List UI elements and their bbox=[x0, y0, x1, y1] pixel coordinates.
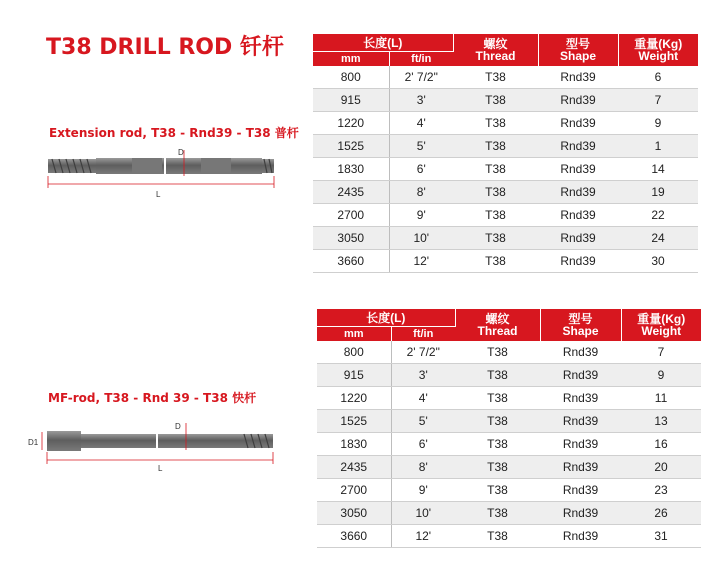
cell-weight: 7 bbox=[621, 341, 701, 364]
cell-weight: 1 bbox=[618, 135, 698, 158]
cell-weight: 20 bbox=[621, 456, 701, 479]
cell-ftin: 12' bbox=[391, 525, 455, 548]
flat-section-right bbox=[201, 158, 231, 174]
header-ftin: ft/in bbox=[389, 52, 453, 67]
cell-weight: 16 bbox=[621, 433, 701, 456]
table-row bbox=[313, 227, 698, 250]
cell-ftin: 6' bbox=[391, 433, 455, 456]
table-row bbox=[317, 364, 701, 387]
cell-weight: 14 bbox=[618, 158, 698, 181]
cell-weight: 11 bbox=[621, 387, 701, 410]
cell-mm: 1220 bbox=[317, 387, 391, 410]
cell-mm: 2435 bbox=[313, 181, 389, 204]
header-ftin: ft/in bbox=[391, 327, 455, 342]
table-row bbox=[317, 525, 701, 548]
cell-mm: 1525 bbox=[313, 135, 389, 158]
cell-thread: T38 bbox=[455, 525, 540, 548]
cell-shape: Rnd39 bbox=[538, 181, 618, 204]
cell-thread: T38 bbox=[455, 456, 540, 479]
cell-weight: 9 bbox=[621, 364, 701, 387]
page-title: T38 DRILL ROD 钎杆 bbox=[46, 35, 284, 60]
header-mm: mm bbox=[317, 327, 391, 342]
cell-mm: 3660 bbox=[317, 525, 391, 548]
cell-mm: 1525 bbox=[317, 410, 391, 433]
cell-mm: 800 bbox=[313, 66, 389, 89]
cell-shape: Rnd39 bbox=[540, 410, 621, 433]
cell-weight: 22 bbox=[618, 204, 698, 227]
table-row bbox=[313, 66, 698, 89]
cell-mm: 3050 bbox=[317, 502, 391, 525]
rod-break bbox=[164, 157, 166, 175]
cell-mm: 800 bbox=[317, 341, 391, 364]
cell-mm: 2435 bbox=[317, 456, 391, 479]
mf-rod-label: MF-rod, T38 - Rnd 39 - T38 快杆 bbox=[48, 391, 257, 405]
cell-weight: 13 bbox=[621, 410, 701, 433]
cell-shape: Rnd39 bbox=[540, 479, 621, 502]
cell-ftin: 2' 7/2" bbox=[389, 66, 453, 89]
cell-mm: 915 bbox=[313, 89, 389, 112]
cell-shape: Rnd39 bbox=[538, 227, 618, 250]
length-label: L bbox=[158, 464, 163, 473]
cell-shape: Rnd39 bbox=[540, 433, 621, 456]
extension-rod-drawing bbox=[38, 146, 283, 202]
cell-thread: T38 bbox=[455, 341, 540, 364]
table-row bbox=[313, 135, 698, 158]
cell-thread: T38 bbox=[453, 112, 538, 135]
length-label: L bbox=[156, 190, 161, 199]
cell-shape: Rnd39 bbox=[540, 341, 621, 364]
cell-thread: T38 bbox=[453, 158, 538, 181]
cell-thread: T38 bbox=[453, 89, 538, 112]
cell-mm: 3660 bbox=[313, 250, 389, 273]
cell-ftin: 10' bbox=[389, 227, 453, 250]
cell-shape: Rnd39 bbox=[540, 387, 621, 410]
cell-ftin: 6' bbox=[389, 158, 453, 181]
cell-thread: T38 bbox=[453, 66, 538, 89]
cell-thread: T38 bbox=[455, 433, 540, 456]
cell-thread: T38 bbox=[453, 204, 538, 227]
header-thread: 螺纹 Thread bbox=[453, 34, 538, 66]
cell-shape: Rnd39 bbox=[538, 158, 618, 181]
cell-shape: Rnd39 bbox=[540, 502, 621, 525]
cell-ftin: 3' bbox=[391, 364, 455, 387]
header-weight: 重量(Kg) Weight bbox=[618, 34, 698, 66]
cell-mm: 915 bbox=[317, 364, 391, 387]
table-row bbox=[313, 89, 698, 112]
coupling-sleeve bbox=[47, 431, 81, 451]
cell-mm: 2700 bbox=[317, 479, 391, 502]
cell-ftin: 8' bbox=[391, 456, 455, 479]
cell-weight: 7 bbox=[618, 89, 698, 112]
table-row bbox=[313, 204, 698, 227]
table-row bbox=[317, 479, 701, 502]
spec-table-extension-rod bbox=[313, 34, 698, 273]
cell-weight: 23 bbox=[621, 479, 701, 502]
cell-mm: 1220 bbox=[313, 112, 389, 135]
flat-section-left bbox=[132, 158, 162, 174]
table-row bbox=[313, 112, 698, 135]
cell-ftin: 5' bbox=[389, 135, 453, 158]
spec-table-mf-rod bbox=[317, 309, 701, 548]
cell-mm: 2700 bbox=[313, 204, 389, 227]
header-shape: 型号 Shape bbox=[540, 309, 621, 341]
cell-thread: T38 bbox=[453, 250, 538, 273]
cell-weight: 9 bbox=[618, 112, 698, 135]
cell-thread: T38 bbox=[453, 135, 538, 158]
header-weight: 重量(Kg) Weight bbox=[621, 309, 701, 341]
cell-shape: Rnd39 bbox=[538, 112, 618, 135]
cell-ftin: 10' bbox=[391, 502, 455, 525]
cell-weight: 19 bbox=[618, 181, 698, 204]
cell-ftin: 4' bbox=[391, 387, 455, 410]
table-row bbox=[313, 181, 698, 204]
cell-shape: Rnd39 bbox=[538, 250, 618, 273]
diameter-label: D bbox=[178, 148, 184, 157]
cell-weight: 30 bbox=[618, 250, 698, 273]
cell-thread: T38 bbox=[455, 410, 540, 433]
cell-shape: Rnd39 bbox=[538, 204, 618, 227]
cell-weight: 26 bbox=[621, 502, 701, 525]
cell-shape: Rnd39 bbox=[538, 135, 618, 158]
cell-shape: Rnd39 bbox=[540, 456, 621, 479]
cell-thread: T38 bbox=[455, 364, 540, 387]
cell-weight: 31 bbox=[621, 525, 701, 548]
cell-thread: T38 bbox=[453, 227, 538, 250]
rod-break bbox=[156, 433, 158, 449]
cell-thread: T38 bbox=[455, 479, 540, 502]
header-shape: 型号 Shape bbox=[538, 34, 618, 66]
cell-thread: T38 bbox=[455, 387, 540, 410]
table-row bbox=[317, 456, 701, 479]
diameter-label: D bbox=[175, 422, 181, 431]
cell-thread: T38 bbox=[455, 502, 540, 525]
cell-shape: Rnd39 bbox=[538, 89, 618, 112]
header-mm: mm bbox=[313, 52, 389, 67]
cell-weight: 24 bbox=[618, 227, 698, 250]
cell-ftin: 12' bbox=[389, 250, 453, 273]
table-row bbox=[317, 502, 701, 525]
rod-body bbox=[96, 158, 262, 174]
table-row bbox=[317, 410, 701, 433]
table-row bbox=[313, 250, 698, 273]
extension-rod-label: Extension rod, T38 - Rnd39 - T38 普杆 bbox=[49, 126, 299, 140]
cell-ftin: 9' bbox=[389, 204, 453, 227]
table-row bbox=[317, 341, 701, 364]
header-length: 长度(L) bbox=[313, 34, 453, 52]
cell-weight: 6 bbox=[618, 66, 698, 89]
cell-shape: Rnd39 bbox=[540, 525, 621, 548]
cell-mm: 1830 bbox=[317, 433, 391, 456]
d1-label: D1 bbox=[28, 438, 39, 447]
cell-ftin: 8' bbox=[389, 181, 453, 204]
mf-rod-drawing bbox=[28, 418, 283, 476]
cell-mm: 1830 bbox=[313, 158, 389, 181]
cell-ftin: 5' bbox=[391, 410, 455, 433]
table-row bbox=[317, 433, 701, 456]
cell-ftin: 3' bbox=[389, 89, 453, 112]
cell-ftin: 2' 7/2" bbox=[391, 341, 455, 364]
cell-shape: Rnd39 bbox=[538, 66, 618, 89]
cell-shape: Rnd39 bbox=[540, 364, 621, 387]
table-row bbox=[313, 158, 698, 181]
header-thread: 螺纹 Thread bbox=[455, 309, 540, 341]
header-length: 长度(L) bbox=[317, 309, 455, 327]
cell-mm: 3050 bbox=[313, 227, 389, 250]
rod-body bbox=[81, 434, 241, 448]
cell-ftin: 4' bbox=[389, 112, 453, 135]
table-row bbox=[317, 387, 701, 410]
cell-thread: T38 bbox=[453, 181, 538, 204]
cell-ftin: 9' bbox=[391, 479, 455, 502]
